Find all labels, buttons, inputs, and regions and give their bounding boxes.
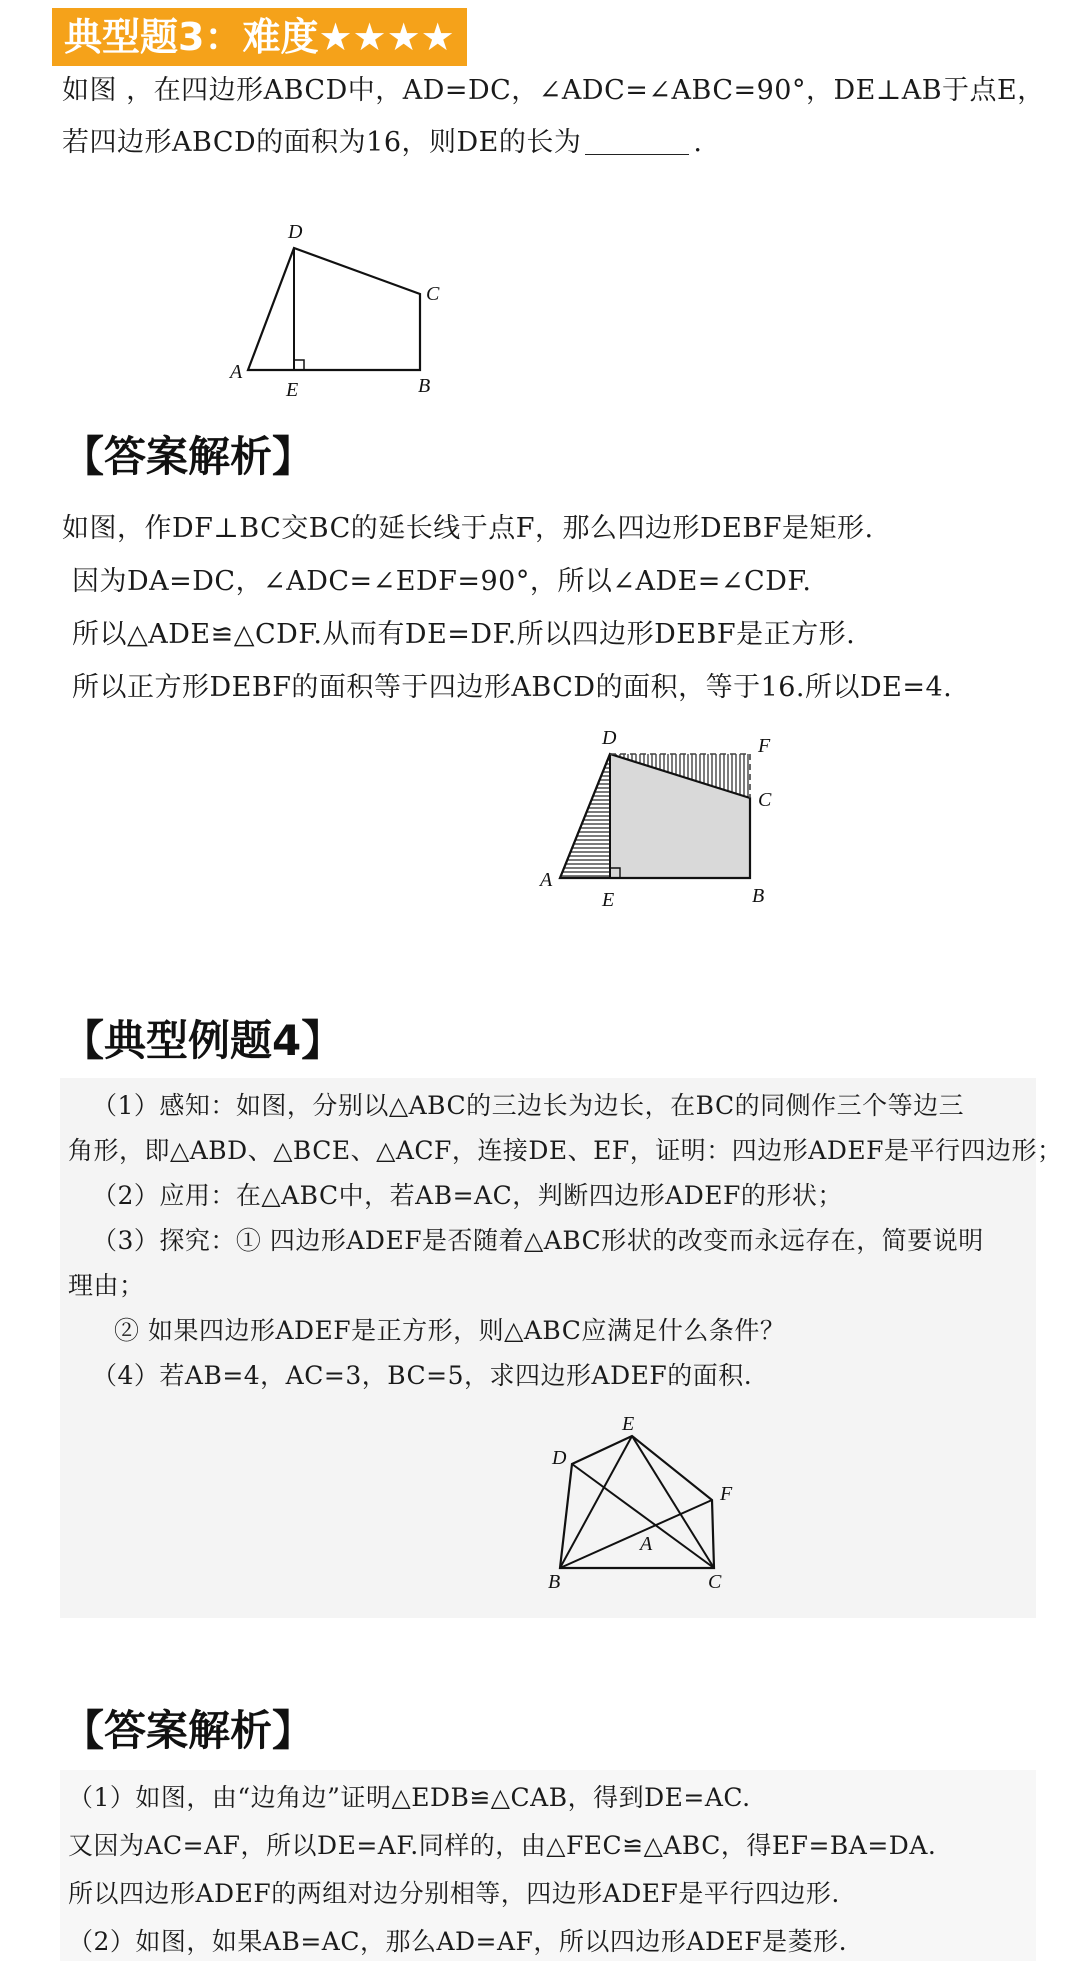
answer4-line-1: （1）如图，由“边角边”证明△EDB≌△CAB，得到DE=AC. (68, 1783, 751, 1812)
answer4-line-3: 所以四边形ADEF的两组对边分别相等，四边形ADEF是平行四边形. (68, 1879, 840, 1908)
example4-line-4: （3）探究：① 四边形ADEF是否随着△ABC形状的改变而永远存在，简要说明 (92, 1226, 984, 1255)
label-a-answer: A (540, 869, 553, 891)
label-e-ex4: E (622, 1416, 635, 1435)
label-d-ex4: D (552, 1447, 567, 1469)
answer3-heading: 【答案解析】 (62, 432, 315, 481)
example4-line-2: 角形，即△ABD、△BCE、△ACF，连接DE、EF，证明：四边形ADEF是平行四边形； (68, 1136, 1063, 1165)
label-c: C (426, 283, 440, 305)
answer4-line-2: 又因为AC=AF，所以DE=AF.同样的，由△FEC≌△ABC，得EF=BA=DA. (68, 1831, 937, 1860)
label-a-ex4: A (640, 1533, 653, 1555)
answer4-heading: 【答案解析】 (62, 1706, 315, 1755)
problem3-line-2-text: 若四边形ABCD的面积为16，则DE的长为 (62, 127, 582, 158)
label-c-ex4: C (708, 1571, 722, 1593)
answer3-line-2: 因为DA=DC，∠ADC=∠EDF=90°，所以∠ADE=∠CDF. (72, 566, 812, 597)
answer3-figure (530, 718, 790, 918)
quadrilateral-abcd (248, 248, 420, 370)
answer3-line-3: 所以△ADE≌△CDF.从而有DE=DF.所以四边形DEBF是正方形. (72, 619, 856, 650)
label-e-answer: E (602, 889, 615, 911)
label-f-ex4: F (720, 1483, 733, 1505)
answer3-line-4: 所以正方形DEBF的面积等于四边形ABCD的面积，等于16.所以DE=4. (72, 672, 953, 703)
example4-heading: 【典型例题4】 (62, 1016, 344, 1065)
example4-line-5: 理由； (68, 1271, 145, 1300)
example4-line-1: （1）感知：如图，分别以△ABC的三边长为边长，在BC的同侧作三个等边三 (92, 1091, 965, 1120)
segment-be (560, 1436, 632, 1568)
right-angle-mark (294, 360, 304, 370)
answer3-line-1: 如图，作DF⊥BC交BC的延长线于点F，那么四边形DEBF是矩形. (62, 513, 874, 544)
label-b-ex4: B (548, 1571, 561, 1593)
outer-quadrilateral (560, 1436, 714, 1568)
example4-line-7: （4）若AB=4，AC=3，BC=5，求四边形ADEF的面积. (92, 1361, 753, 1390)
label-d: D (288, 221, 303, 243)
difficulty-title-badge: 典型题3：难度★★★★ (52, 8, 467, 66)
problem3-line-2-end: . (693, 127, 703, 158)
label-d-answer: D (602, 727, 617, 749)
example4-figure (540, 1416, 760, 1596)
label-b-answer: B (752, 885, 765, 907)
example4-line-6: ② 如果四边形ADEF是正方形，则△ABC应满足什么条件？ (114, 1316, 786, 1345)
label-b: B (418, 375, 431, 397)
label-f-answer: F (758, 735, 771, 757)
problem3-figure (220, 218, 460, 408)
answer-blank (585, 132, 689, 155)
answer4-line-4: （2）如图，如果AB=AC，那么AD=AF，所以四边形ADEF是菱形. (68, 1927, 848, 1956)
label-c-answer: C (758, 789, 772, 811)
label-a: A (230, 361, 243, 383)
example4-line-3: （2）应用：在△ABC中，若AB=AC，判断四边形ADEF的形状； (92, 1181, 843, 1210)
problem3-line-1: 如图 ，在四边形ABCD中，AD=DC，∠ADC=∠ABC=90°，DE⊥AB于点E， (62, 75, 1045, 106)
label-e: E (286, 379, 299, 401)
problem3-line-2 (62, 120, 702, 159)
